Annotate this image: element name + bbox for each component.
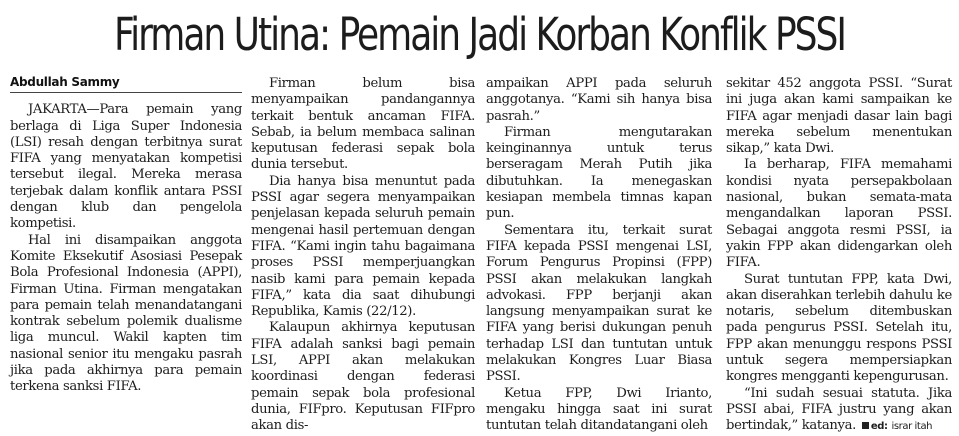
paragraph: Firman mengutarakan keinginannya untuk terus berseragam Merah Putih jika dibutuhkan. Ia menegaskan kesiapan membela timnas kapan pun. <box>486 124 712 222</box>
paragraph: Kalaupun akhirnya keputusan FIFA adalah sanksi bagi pemain LSI, APPI akan melakukan koordinasi dengan federasi pemain sepak bola profesional dunia, FIFpro. Keputusan FIFpro akan dis- <box>251 320 475 434</box>
end-mark-icon <box>862 422 869 429</box>
article-column-3 <box>486 76 712 434</box>
paragraph: Firman belum bisa menyampaikan pandangannya terkait bentuk ancaman FIFA. Sebab, ia belum membaca salinan keputusan federasi sepak bola dunia tersebut. <box>251 76 475 173</box>
article-headline: Firman Utina: Pemain Jadi Korban Konflik PSSI <box>114 8 845 61</box>
paragraph-text: “Ini sudah sesuai statuta. Jika PSSI abai, FIFA justru yang akan bertindak,” katanya. <box>726 385 952 434</box>
article-column-1 <box>10 74 242 426</box>
paragraph: Ketua FPP, Dwi Irianto, mengaku hingga saat ini surat tuntutan telah ditandatangani oleh <box>486 385 712 434</box>
paragraph: Dia hanya bisa menuntut pada PSSI agar segera menyampaikan penjelasan kepada seluruh pemain mengenai hasil pertemuan dengan FIFA. “Kami ingin tahu bagaimana proses PSSI memperjuangkan nasib kami para pemain kepada FIFA,” kata dia saat dihubungi Republika, Kamis (22/12). <box>251 173 475 320</box>
author-byline: Abdullah Sammy <box>10 74 242 93</box>
paragraph: sekitar 452 anggota PSSI. “Surat ini juga akan kami sampaikan ke FIFA agar menjadi dasar lain bagi mereka sebelum menentukan sikap,” kata Dwi. <box>726 76 952 157</box>
article-column-4 <box>726 76 952 434</box>
paragraph: Hal ini disampaikan anggota Komite Eksekutif Asosiasi Pesepak Bola Profesional Indonesia (APPI), Firman Utina. Firman mengatakan para pemain telah menandatangani kontrak sebelum polemik dualisme liga muncul. Wakil kapten tim nasional senior itu mengaku pasrah jika pada akhirnya para pemain terkena sanksi FIFA. <box>10 232 242 395</box>
article-column-2 <box>251 76 475 434</box>
paragraph: Ia berharap, FIFA memahami kondisi nyata persepakbolaan nasional, bukan semata-mata mengandalkan laporan PSSI. Sebagai anggota resmi PSSI, ia yakin FPP akan didengarkan oleh FIFA. <box>726 157 952 271</box>
editor-prefix: ed: <box>870 421 888 433</box>
paragraph: Sementara itu, terkait surat FIFA kepada PSSI mengenai LSI, Forum Pengurus Propinsi (FPP) PSSI akan melakukan langkah advokasi. FPP berjanji akan langsung menyampaikan surat ke FIFA yang berisi dukungan penuh terhadap LSI dan tuntutan untuk melakukan Kongres Luar Biasa PSSI. <box>486 222 712 385</box>
last-paragraph <box>726 386 952 436</box>
paragraph: JAKARTA—Para pemain yang berlaga di Liga Super Indonesia (LSI) resah dengan terbitnya surat FIFA yang menyatakan kompetisi tersebut ilegal. Mereka merasa terjebak dalam konflik antara PSSI dengan klub dan pengelola kompetisi. <box>10 102 242 232</box>
paragraph: Surat tuntutan FPP, kata Dwi, akan diserahkan terlebih dahulu ke notaris, sebelum ditembuskan pada pengurus PSSI. Setelah itu, FPP akan menunggu respons PSSI untuk segera mempersiapkan kongres mengganti kepengurusan. <box>726 271 952 385</box>
editor-signature: israr itah <box>891 421 933 433</box>
paragraph: ampaikan APPI pada seluruh anggotanya. “Kami sih hanya bisa pasrah.” <box>486 76 712 124</box>
